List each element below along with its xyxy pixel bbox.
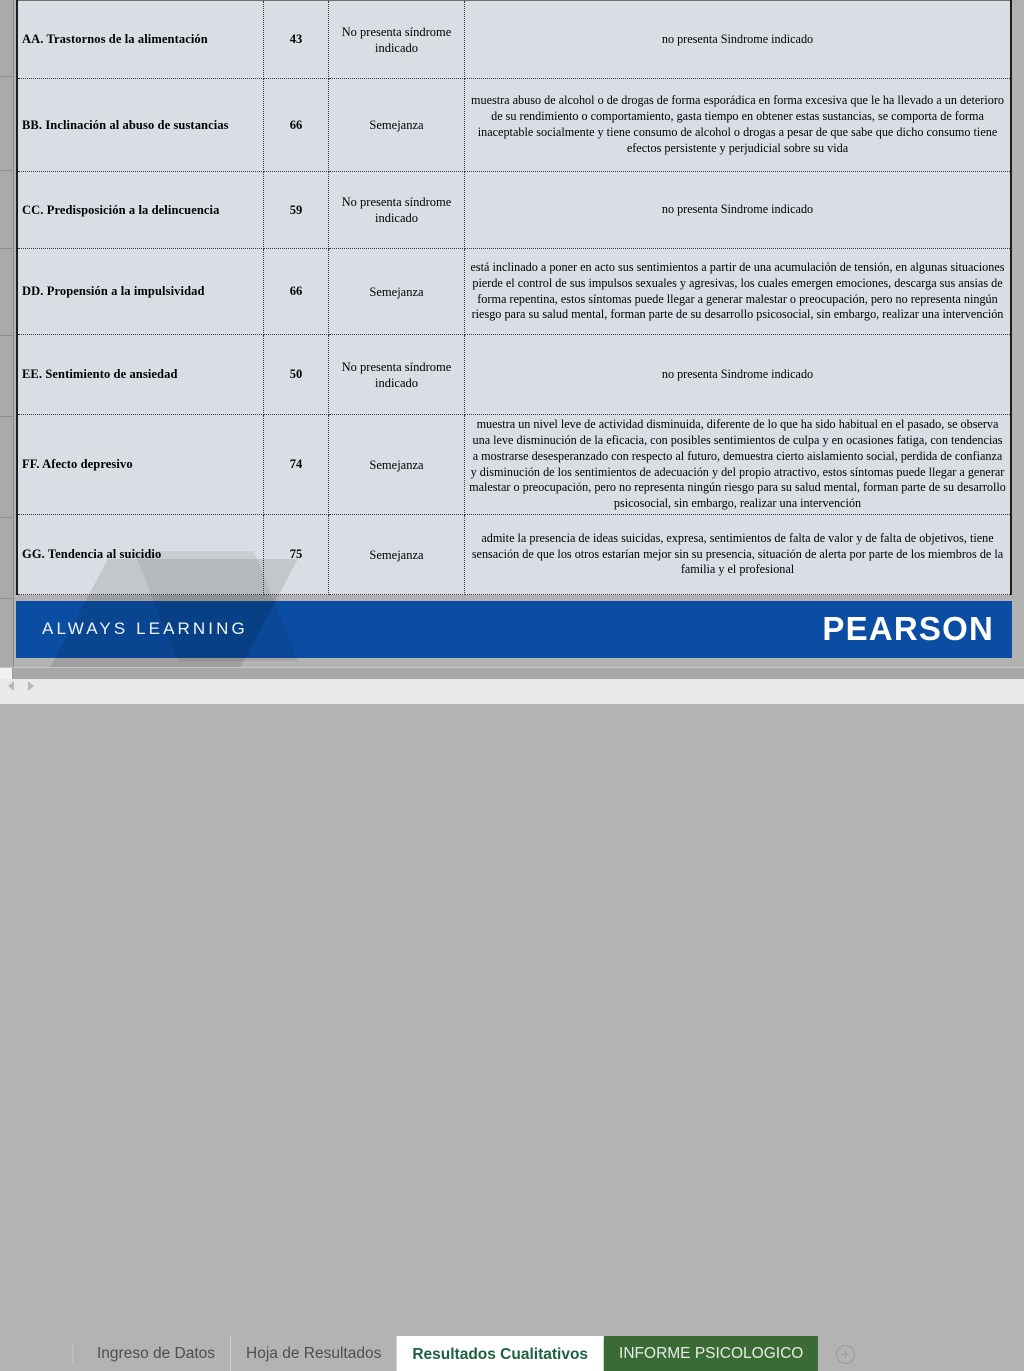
description-text: admite la presencia de ideas suicidas, expresa, sentimientos de falta de valor y de falta de objetivos, tiene sensación de que los otros estarían mejor sin su presencia, situación de alerta por parte de los miembros de la familia y el profesional — [471, 530, 1004, 577]
description-cell[interactable] — [465, 172, 1012, 249]
description-text: está inclinado a poner en acto sus sentimientos a partir de una acumulación de tensión, en algunas situaciones pierde el control de sus impulsos sexuales y agresivas, los cuales emergen emociones, descarga sus ansias de forma repentina, estos síntomas puede llegar a generar malestar o preocupación, pero no representa ningún riesgo para su salud mental, forman parte de su desarrollo psicosocial, sin embargo, realizar una intervención — [470, 259, 1005, 322]
scrollbar-thumb[interactable] — [0, 668, 13, 679]
description-text: muestra abuso de alcohol o de drogas de forma esporádica en forma excesiva que le ha llevado a un deterioro de su rendimiento o comportamiento, gasta tiempo en obtener estas sustancias, se comporta de forma inaceptable socialmente y tiene consumo de alcohol o drogas a pesar de que sabe que dicho consumo tiene efectos persistente y perjudicial sobre su vida — [471, 93, 1004, 155]
sheet-tabs — [82, 1336, 818, 1371]
description-cell[interactable] — [465, 515, 1012, 595]
description-cell[interactable] — [465, 415, 1012, 515]
plus-circle-icon[interactable] — [836, 1345, 855, 1364]
interpretation-cell[interactable]: No presenta síndrome indicado — [329, 335, 465, 415]
table-body — [17, 1, 1011, 595]
score-cell[interactable]: 75 — [264, 515, 329, 595]
table-row — [17, 1, 1011, 79]
gutter-tick — [0, 517, 14, 518]
scale-name-cell[interactable]: FF. Afecto depresivo — [17, 415, 264, 515]
qualitative-results-table — [16, 0, 1012, 595]
interpretation-cell[interactable]: Semejanza — [329, 79, 465, 172]
pearson-banner — [16, 601, 1012, 658]
interpretation-cell[interactable]: Semejanza — [329, 415, 465, 515]
description-text: muestra un nivel leve de actividad disminuida, diferente de lo que ha sido habitual en el pasado, se observa una leve disminución de la eficacia, con posibles sentimientos de culpa y en ocasiones fatiga, con tendencias a mostrarse desesperanzado con respecto al futuro, demuestra cierto aislamiento social, perdida de confianza y disminución de los sentimientos de adecuación y del propio atractivo, estos síntomas puede llegar a generar malestar o preocupación, pero no representa ningún riesgo para su salud mental, forman parte de su desarrollo psicosocial, sin embargo, realizar una intervención — [469, 416, 1006, 511]
row-header-gutter — [0, 0, 14, 667]
nav-prev-icon[interactable] — [8, 681, 14, 691]
nav-next-icon[interactable] — [28, 681, 34, 691]
tab-nav-separator — [72, 1344, 73, 1363]
sheet-tab[interactable]: Ingreso de Datos — [82, 1336, 231, 1371]
gutter-tick — [0, 335, 14, 336]
sheet-tab[interactable]: INFORME PSICOLOGICO — [604, 1336, 818, 1371]
score-cell[interactable]: 43 — [264, 1, 329, 79]
scale-name-cell[interactable]: GG. Tendencia al suicidio — [17, 515, 264, 595]
score-cell[interactable]: 66 — [264, 249, 329, 335]
interpretation-cell[interactable]: Semejanza — [329, 249, 465, 335]
always-learning-tagline: ALWAYS LEARNING — [42, 619, 248, 638]
sheet-tab[interactable]: Resultados Cualitativos — [397, 1336, 604, 1371]
scale-name-cell[interactable]: DD. Propensión a la impulsividad — [17, 249, 264, 335]
pearson-wordmark: PEARSON — [822, 610, 994, 647]
gutter-tick — [0, 598, 14, 599]
sheet-nav-buttons — [8, 681, 34, 691]
scale-name-cell[interactable]: BB. Inclinación al abuso de sustancias — [17, 79, 264, 172]
description-text: no presenta Sindrome indicado — [661, 202, 814, 217]
gutter-tick — [0, 416, 14, 417]
scale-name-cell[interactable]: CC. Predisposición a la delincuencia — [17, 172, 264, 249]
score-cell[interactable]: 50 — [264, 335, 329, 415]
description-text: no presenta Sindrome indicado — [661, 366, 814, 381]
description-cell[interactable] — [465, 249, 1012, 335]
description-cell[interactable] — [465, 1, 1012, 79]
interpretation-cell[interactable]: No presenta síndrome indicado — [329, 172, 465, 249]
interpretation-cell[interactable]: Semejanza — [329, 515, 465, 595]
description-text: no presenta Sindrome indicado — [661, 31, 814, 46]
interpretation-cell[interactable]: No presenta síndrome indicado — [329, 1, 465, 79]
sheet-tab-bar — [0, 667, 1024, 1363]
gutter-tick — [0, 248, 14, 249]
gutter-tick — [0, 170, 14, 171]
table-row — [17, 249, 1011, 335]
gutter-tick — [0, 76, 14, 77]
horizontal-scrollbar[interactable] — [0, 668, 1024, 679]
table-row — [17, 172, 1011, 249]
table-row — [17, 415, 1011, 515]
description-cell[interactable] — [465, 335, 1012, 415]
score-cell[interactable]: 66 — [264, 79, 329, 172]
scale-name-cell[interactable]: AA. Trastornos de la alimentación — [17, 1, 264, 79]
sheet-tab[interactable]: Hoja de Resultados — [231, 1336, 397, 1371]
scale-name-cell[interactable]: EE. Sentimiento de ansiedad — [17, 335, 264, 415]
score-cell[interactable]: 59 — [264, 172, 329, 249]
description-cell[interactable] — [465, 79, 1012, 172]
table-row — [17, 335, 1011, 415]
score-cell[interactable]: 74 — [264, 415, 329, 515]
table-row — [17, 79, 1011, 172]
